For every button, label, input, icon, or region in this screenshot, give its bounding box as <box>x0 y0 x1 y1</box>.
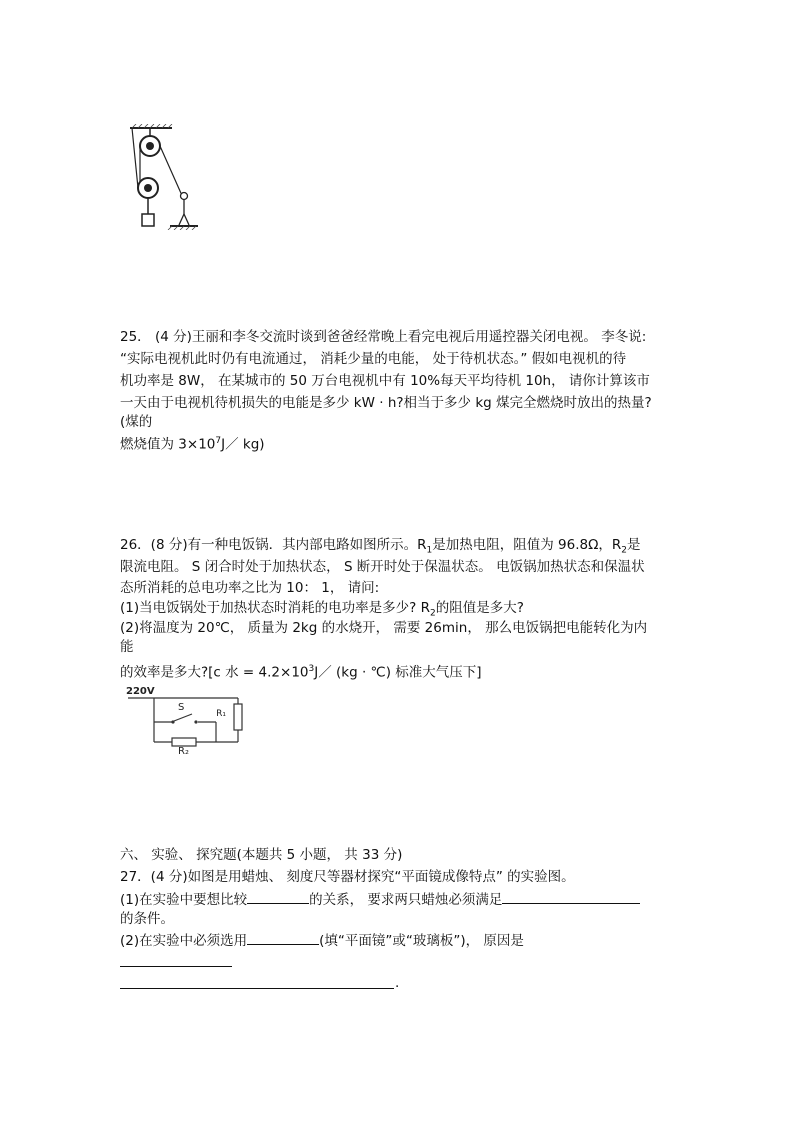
q26-line4-sub: 2 <box>429 608 436 619</box>
answer-blank-1[interactable] <box>247 889 309 904</box>
q27-line1: 27．(4 分)如图是用蜡烛、 刻度尺等器材探究“平面镜成像特点” 的实验图。 <box>120 869 575 885</box>
q26-line4-a: (1)当电饭锅处于加热状态时消耗的电功率是多少? R <box>120 600 430 616</box>
r2-resistor <box>172 738 196 746</box>
question-number: 25． <box>120 329 151 345</box>
r1-resistor <box>234 704 242 730</box>
q26-line1-sub2: 2 <box>621 545 627 556</box>
answer-blank-3[interactable] <box>247 930 319 945</box>
answer-blank-4[interactable] <box>120 966 232 967</box>
q27-line4-a: (2)在实验中必须选用 <box>120 933 248 949</box>
r2-label: R₂ <box>178 746 189 754</box>
q27-line4-b: (填“平面镜”或“玻璃板”)， 原因是 <box>319 933 524 949</box>
q25-line4: 一天由于电视机待机损失的电能是多少 kW · h?相当于多少 kg 煤完全燃烧时放出的热量? <box>120 395 652 411</box>
answer-blank-2[interactable] <box>502 889 640 904</box>
q26-line7-b: J／ (kg · ℃) 标准大气压下] <box>314 664 482 681</box>
q26-line7-a: 的效率是多大?[c 水 = 4.2×10 <box>120 664 309 681</box>
q27-line2-b: 的关系， 要求两只蜡烛必须满足 <box>309 892 503 908</box>
switch-label: S <box>178 702 185 713</box>
section-heading: 六、 实验、 探究题(本题共 5 小题， 共 33 分) <box>120 847 403 863</box>
answer-blank-5[interactable] <box>120 988 394 989</box>
q25-line2: “实际电视机此时仍有电流通过， 消耗少量的电能， 处于待机状态。” 假如电视机的待 <box>120 351 627 367</box>
pulley-figure <box>126 124 198 230</box>
q26-line5: (2)将温度为 20℃， 质量为 2kg 的水烧开， 需要 26min， 那么电饭锅把电能转化为内 <box>120 620 648 636</box>
q27-line2-a: (1)在实验中要想比较 <box>120 892 248 908</box>
q25-line6-pre: 燃烧值为 3×10 <box>120 436 216 453</box>
q26-line1-a: 26．(8 分)有一种电饭锅．其内部电路如图所示。R <box>120 537 427 553</box>
q25-line5: (煤的 <box>120 414 153 430</box>
q25-line6-sup: 7 <box>215 436 222 446</box>
q27-line6-end: . <box>395 975 400 991</box>
q25-line6-post: J／ kg) <box>221 436 265 453</box>
q25-line1: (4 分)王丽和李冬交流时谈到爸爸经常晚上看完电视后用遥控器关闭电视。 李冬说: <box>154 329 647 345</box>
circuit-diagram <box>124 684 248 754</box>
q26-line2: 限流电阻。 S 闭合时处于加热状态， S 断开时处于保温状态。 电饭锅加热状态和保温状 <box>120 559 645 575</box>
q25-line3: 机功率是 8W， 在某城市的 50 万台电视机中有 10%每天平均待机 10h， 请你计算该市 <box>120 373 650 389</box>
q27-line3: 的条件。 <box>120 911 174 927</box>
q26-line1-b: 是加热电阻，阻值为 96.8Ω，R <box>432 537 622 553</box>
q26-line4-b: 的阻值是多大? <box>435 600 524 616</box>
r1-label: R₁ <box>216 709 226 719</box>
q26-line7-sup: 3 <box>308 664 315 674</box>
switch-lever-icon <box>174 714 192 721</box>
q26-line3: 态所消耗的总电功率之比为 10： 1， 请问: <box>120 580 380 596</box>
q26-line6: 能 <box>120 639 134 655</box>
q26-line1-c: 是 <box>627 537 641 553</box>
q26-line1-sub1: 1 <box>426 545 433 556</box>
voltage-label: 220V <box>126 686 155 697</box>
